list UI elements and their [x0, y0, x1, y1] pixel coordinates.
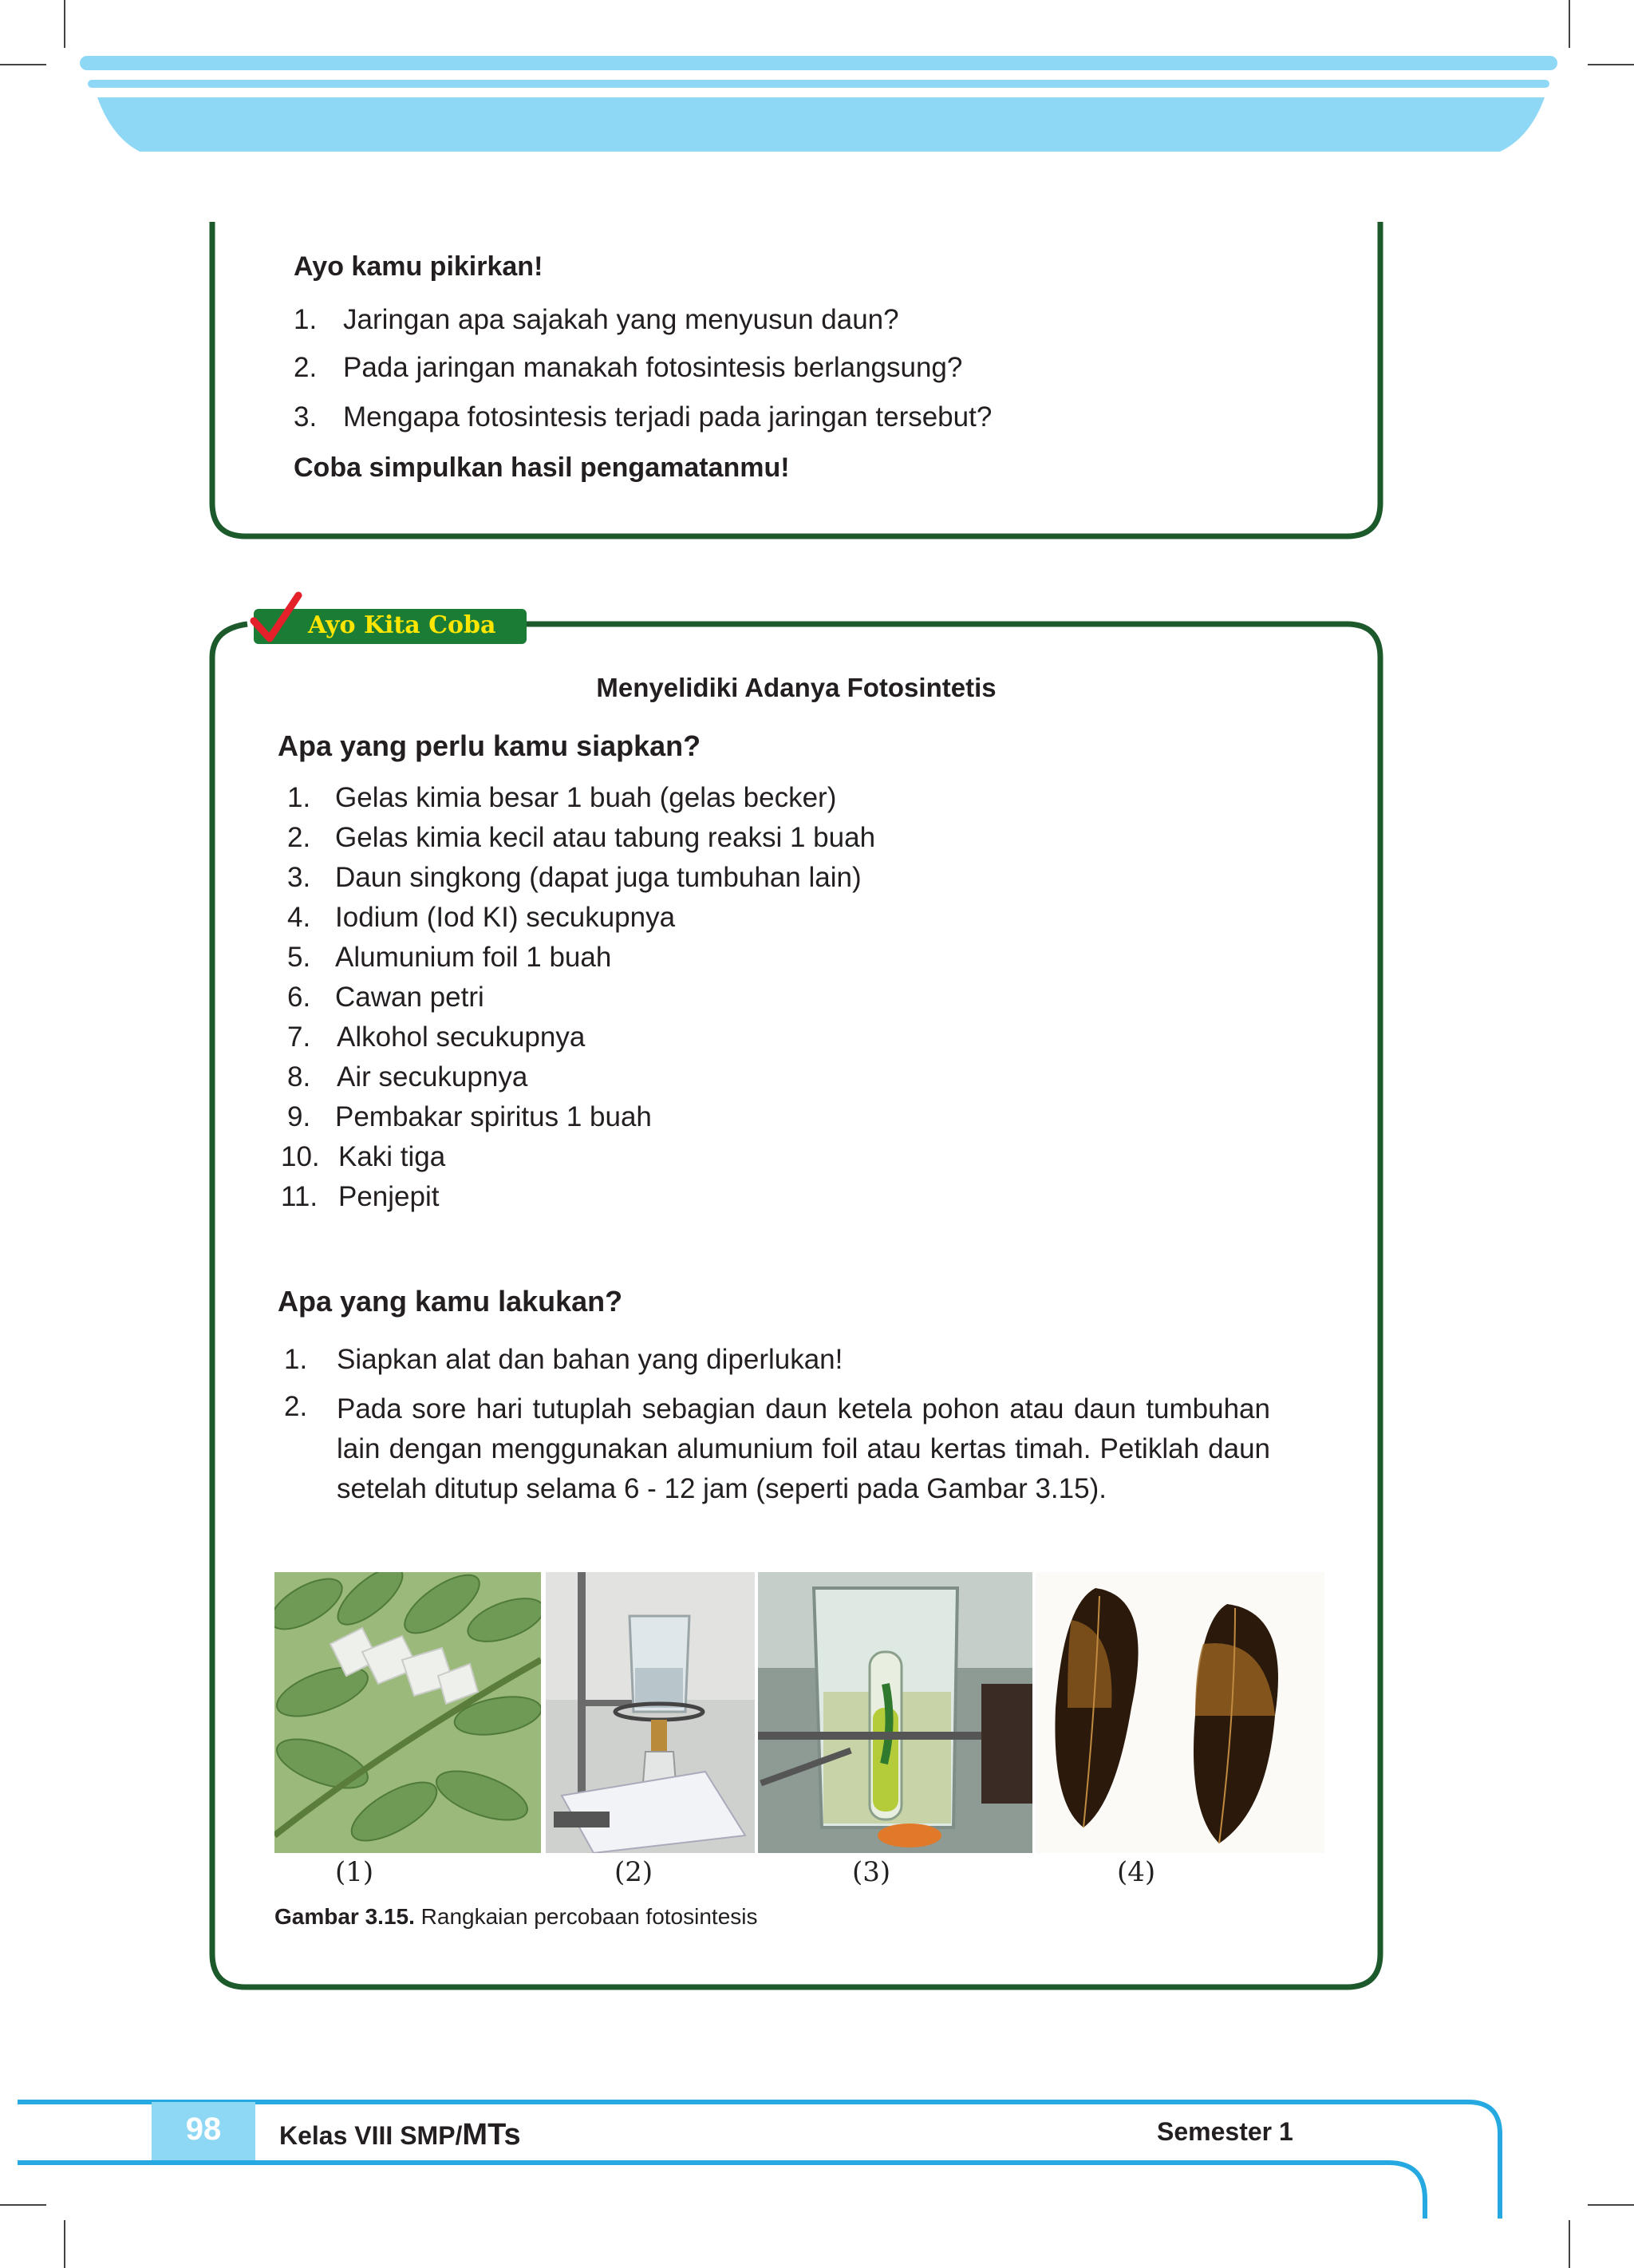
do-heading: Apa yang kamu lakukan? [278, 1285, 623, 1318]
page-number: 98 [185, 2112, 222, 2147]
step-number: 2. [284, 1391, 308, 1422]
figure-label: (3) [852, 1856, 891, 1888]
figure-label: (1) [335, 1856, 374, 1888]
figure-caption-label: Gambar 3.15. [274, 1904, 415, 1929]
figure-caption-text: Rangkaian percobaan fotosintesis [420, 1904, 758, 1929]
figure-label: (4) [1117, 1856, 1156, 1888]
prepare-heading: Apa yang perlu kamu siapkan? [278, 729, 701, 762]
activity-title: Menyelidiki Adanya Fotosintetis [596, 673, 997, 702]
photo-leaf-foil [274, 1572, 541, 1853]
photo-heating-setup [546, 1572, 755, 1853]
footer-semester: Semester 1 [1157, 2117, 1293, 2146]
footer-class: Kelas VIII SMP/MTs [279, 2118, 521, 2151]
activity-badge-label: Ayo Kita Coba [308, 611, 496, 639]
checkmark-icon [247, 591, 303, 646]
figure-label: (2) [614, 1856, 653, 1888]
photo-alcohol-bath [758, 1572, 1032, 1853]
figure-caption [274, 1904, 758, 1930]
photo-iodine-leaves [1036, 1572, 1324, 1853]
step-text: Pada sore hari tutuplah sebagian daun ketela pohon atau daun tumbuhan lain dengan menggunakan alumunium foil atau kertas timah. Petiklah daun setelah ditutup selama 6 - 12 jam (seperti pada Gambar 3.15). [337, 1393, 1270, 1504]
think-heading: Ayo kamu pikirkan! [294, 251, 543, 282]
think-conclusion: Coba simpulkan hasil pengamatanmu! [294, 452, 790, 483]
header-banner [0, 0, 1634, 160]
